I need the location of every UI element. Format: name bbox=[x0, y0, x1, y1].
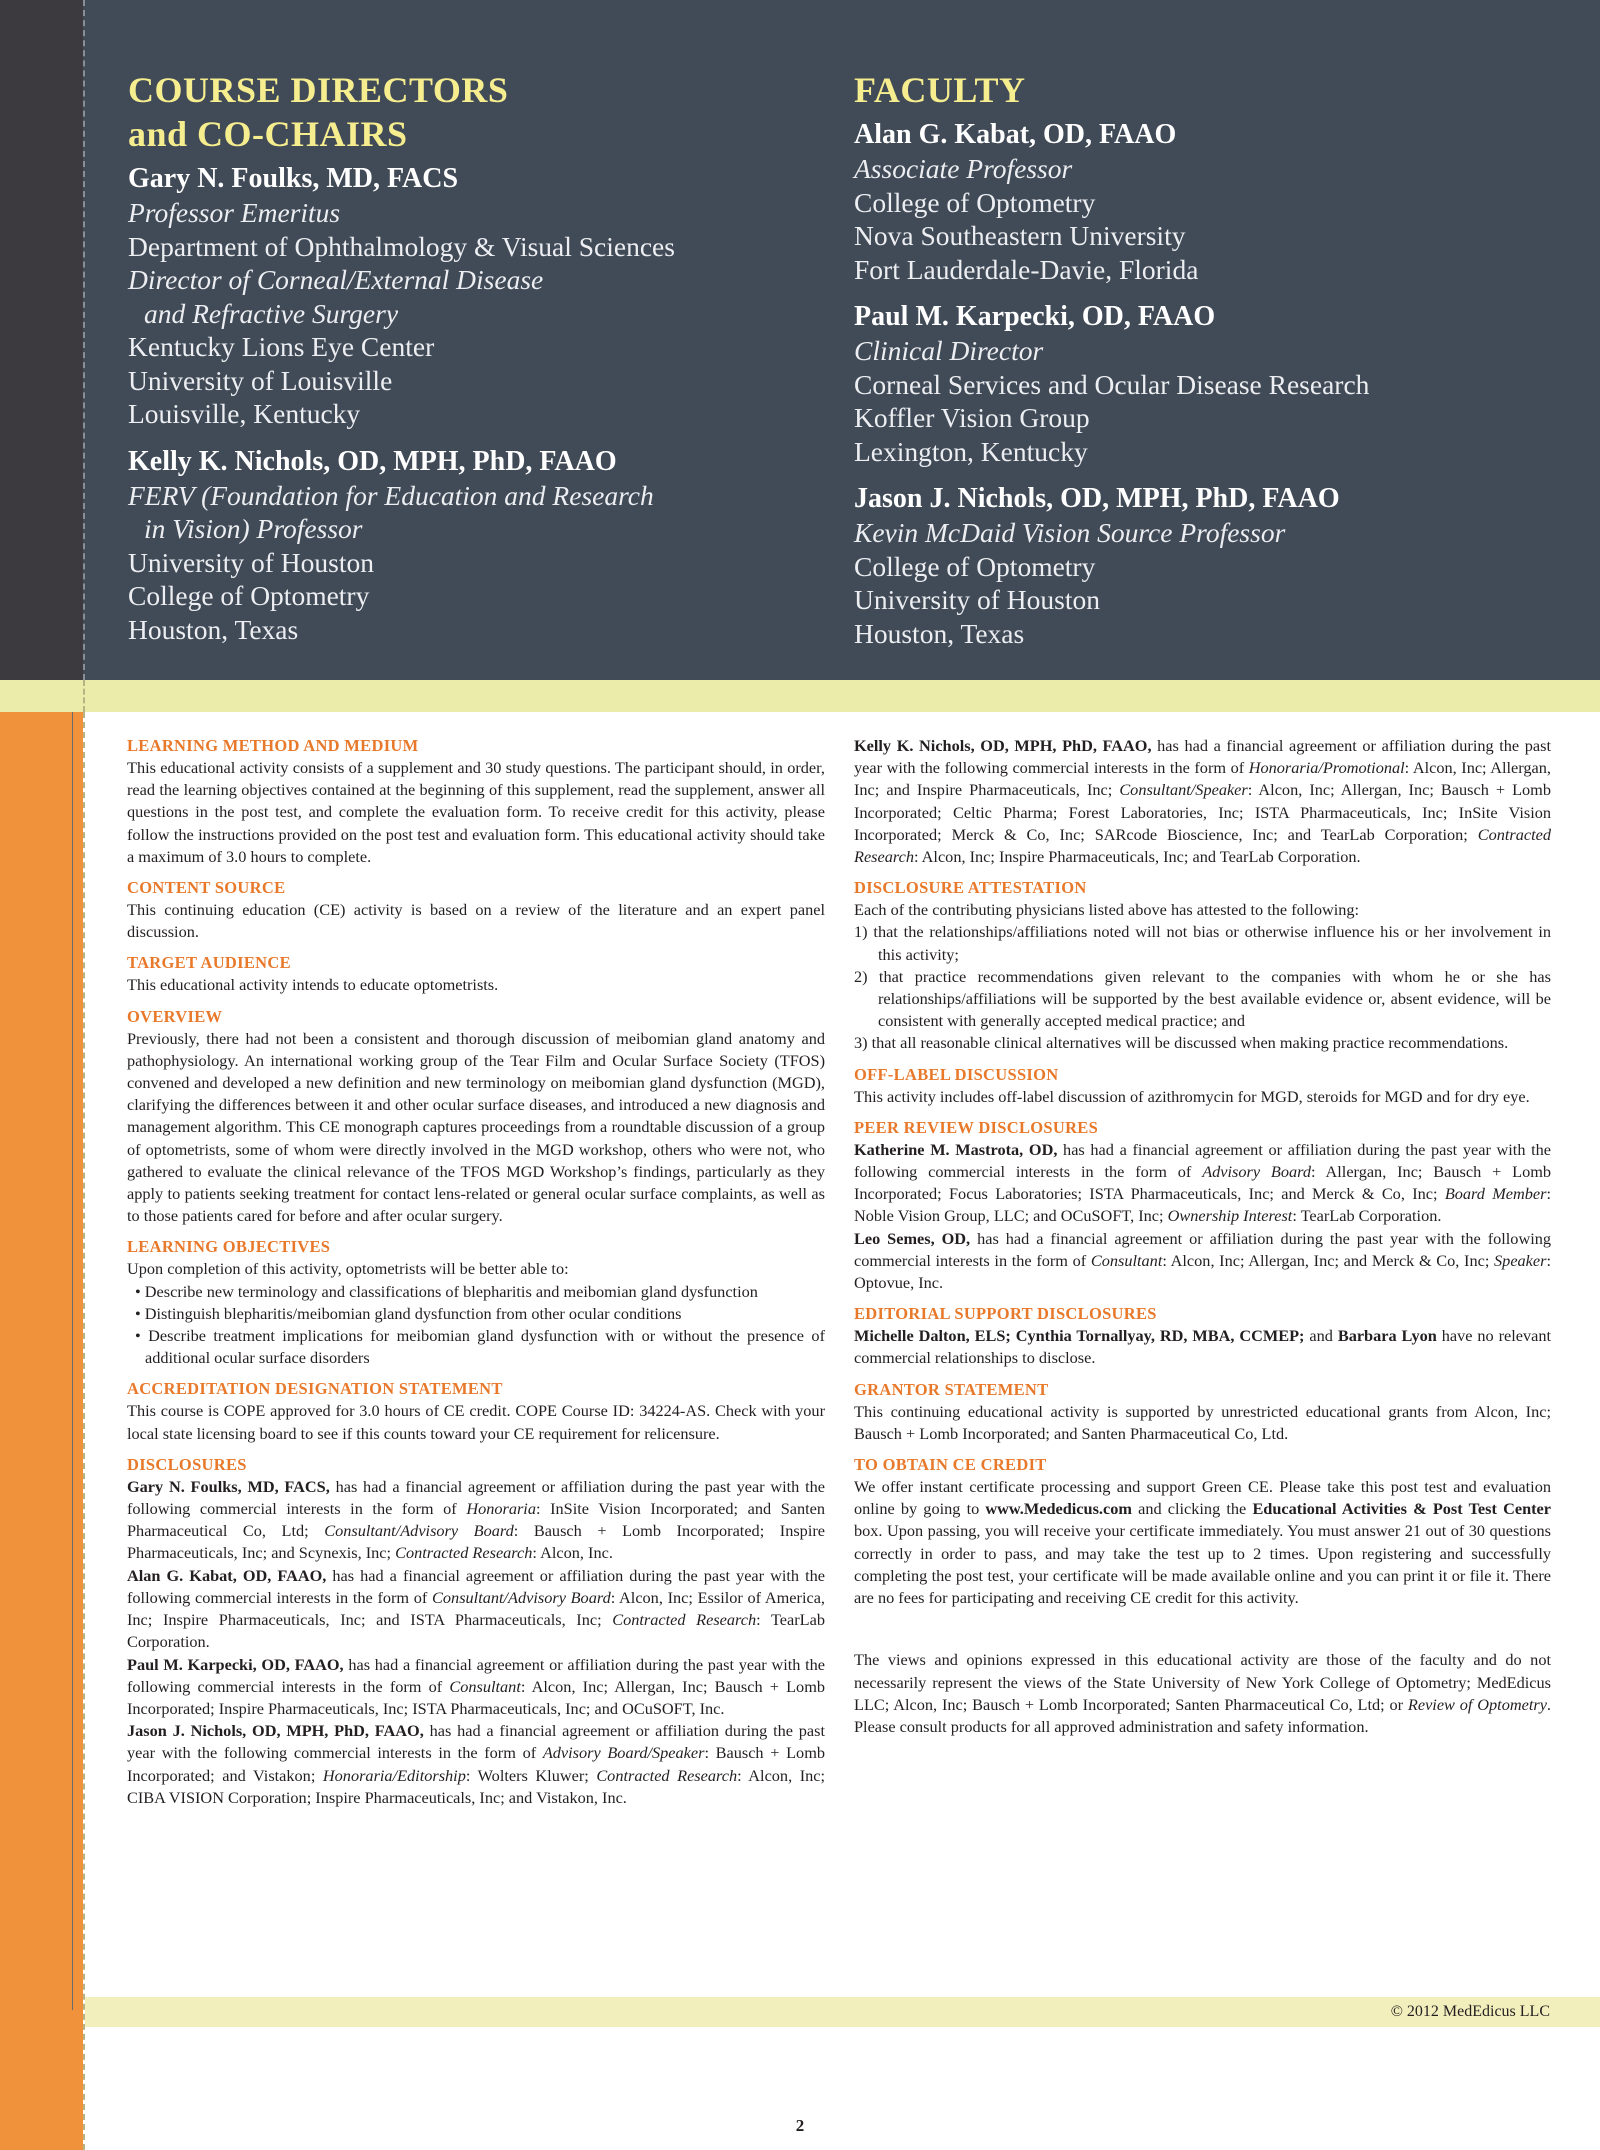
section-heading: LEARNING OBJECTIVES bbox=[127, 1237, 331, 1257]
text-run: has had a financial agreement or affiliation during the past year with the following commercial interests in the form of bbox=[854, 1139, 1551, 1182]
left-vertical-rule bbox=[72, 712, 73, 2010]
faculty-affiliation-line: Kentucky Lions Eye Center bbox=[128, 331, 435, 362]
text-run: have no relevant commercial relationships to disclose. bbox=[854, 1326, 1552, 1368]
faculty-affiliation-line: FERV (Foundation for Education and Research bbox=[128, 479, 654, 511]
faculty-affiliation-line: Associate Professor bbox=[854, 153, 1073, 184]
faculty-affiliation-line: College of Optometry bbox=[854, 550, 1096, 582]
text-section bbox=[854, 1064, 1551, 1108]
faculty-entry bbox=[854, 300, 1554, 468]
text-section bbox=[854, 1303, 1551, 1369]
section-heading: OVERVIEW bbox=[127, 1006, 223, 1026]
faculty-affiliation-line: University of Louisville bbox=[128, 364, 393, 396]
faculty-list bbox=[854, 118, 1554, 650]
bold-text: Educational Activities & Post Test Center bbox=[1252, 1499, 1551, 1519]
section-paragraph bbox=[127, 1258, 825, 1280]
text-run: Previously, there had not been a consistent and thorough discussion of meibomian gland anatomy and pathophysiology. An international working group of the Tear Film and Ocular Surface Society (TFOS) convened and developed a new definition and new terminology on meibomian gland dysfunction (MGD), clarifying the differences between it and other ocular surface diseases, and introduced a new diagnosis and management algorithm. This CE monograph captures proceedings from a roundtable discussion of a group of optometrists, some of whom were directly involved in the MGD workshop, others who were not, who gathered to evaluate the clinical relevance of the TFOS MGD Workshop’s findings, particularly as they apply to patients seeking treatment for contact lens-related or general ocular surface complaints, as well as to those patients cared for before and after ocular surgery. bbox=[127, 1028, 825, 1226]
section-heading: OFF-LABEL DISCUSSION bbox=[854, 1064, 1059, 1084]
text-run: : Alcon, Inc; Allergan, Inc; Bausch + Lomb Incorporated; Celtic Pharma; Forest Laboratories, Inc; ISTA Pharmaceuticals, Inc; InSite Vision Incorporated; Merck & Co, Inc; SARcode Bioscience, Inc; and TearLab Corporation; bbox=[854, 780, 1551, 844]
text-run: This activity includes off-label discussion of azithromycin for MGD, steroids for MGD and for dry eye. bbox=[854, 1086, 1530, 1106]
objective-bullet: • Describe treatment implications for meibomian gland dysfunction with or without the presence of additional ocular surface disorders bbox=[135, 1326, 825, 1368]
text-run: has had a financial agreement or affiliation during the past year with the following commercial interests in the form of bbox=[127, 1565, 825, 1607]
section-heading: TO OBTAIN CE CREDIT bbox=[854, 1455, 1047, 1475]
faculty-affiliation-line: Department of Ophthalmology & Visual Sciences bbox=[128, 230, 675, 262]
text-run: box. Upon passing, you will receive your certificate immediately. You must answer 21 out of 30 questions correctly in order to pass, and may take the test up to 2 times. Upon registering and successfully completing the post test, your certificate will be made available online and you can print it or file it. There are no fees for participating and receiving CE credit for this activity. bbox=[854, 1521, 1551, 1608]
text-run: This educational activity intends to educate optometrists. bbox=[127, 975, 499, 995]
section-paragraph bbox=[854, 1228, 1551, 1295]
section-heading: TARGET AUDIENCE bbox=[127, 953, 291, 973]
text-section bbox=[854, 877, 1551, 1054]
section-heading: GRANTOR STATEMENT bbox=[854, 1379, 1049, 1399]
text-run: : Noble Vision Group, LLC; and OCuSOFT, Inc; bbox=[854, 1184, 1551, 1226]
italic-text: Ownership Interest bbox=[1167, 1206, 1293, 1226]
text-run: has had a financial agreement or affiliation during the past year with the following commercial interests in the form of bbox=[854, 1228, 1552, 1270]
italic-text: Consultant bbox=[1090, 1250, 1163, 1270]
text-run: This continuing education (CE) activity is based on a review of the literature and an expert panel discussion. bbox=[127, 900, 825, 942]
bold-text: www.Mededicus.com bbox=[985, 1499, 1132, 1519]
faculty-affiliation-line: University of Houston bbox=[854, 584, 1100, 615]
section-heading: DISCLOSURE ATTESTATION bbox=[854, 878, 1087, 898]
body-dashed-divider bbox=[83, 712, 85, 2150]
faculty-name: Kelly K. Nichols, OD, MPH, PhD, FAAO bbox=[128, 445, 617, 477]
text-run: This continuing educational activity is supported by unrestricted educational grants from Alcon, Inc; Bausch + Lomb Incorporated; and Santen Pharmaceutical Co, Ltd. bbox=[854, 1401, 1551, 1443]
faculty-affiliation-line: Professor Emeritus bbox=[128, 197, 341, 228]
faculty-affiliation-line: University of Houston bbox=[128, 546, 374, 578]
right-text-column bbox=[854, 735, 1551, 1747]
text-run: : Alcon, Inc; Allergan, Inc; Bausch + Lomb Incorporated; Inspire Pharmaceuticals, Inc; ISTA Pharmaceuticals, Inc; and OCuSOFT, Inc. bbox=[127, 1676, 825, 1718]
text-run: : Alcon, Inc; Allergan, Inc; and Inspire Pharmaceuticals, Inc; bbox=[854, 758, 1551, 800]
attestation-item: 2) that practice recommendations given relevant to the companies with whom he or she has relationships/affiliations will be supported by the best available evidence or, absent evidence, will be consistent with generally accepted medical practice; and bbox=[854, 966, 1551, 1031]
objective-bullet: • Distinguish blepharitis/meibomian gland dysfunction from other ocular conditions bbox=[135, 1303, 682, 1323]
bold-text: Katherine M. Mastrota, OD, bbox=[854, 1139, 1058, 1159]
section-paragraph bbox=[127, 1028, 825, 1228]
text-run: This educational activity consists of a supplement and 30 study questions. The participant should, in order, read the learning objectives contained at the beginning of this supplement, read the supplement, answer all questions in the post test, and complete the evaluation form. To receive credit for this activity, please follow the instructions provided on the post test and evaluation form. This educational activity should take a maximum of 3.0 hours to complete. bbox=[127, 758, 825, 866]
text-run: : TearLab Corporation. bbox=[1292, 1206, 1442, 1226]
text-run: and clicking the bbox=[1131, 1499, 1253, 1519]
italic-text: Board Member bbox=[1444, 1184, 1547, 1204]
faculty-name: Gary N. Foulks, MD, FACS bbox=[128, 163, 459, 194]
text-run: has had a financial agreement or affiliation during the past year with the following commercial interests in the form of bbox=[854, 736, 1551, 778]
co-chairs-heading: and CO-CHAIRS bbox=[128, 114, 408, 154]
italic-text: Advisory Board bbox=[1202, 1162, 1312, 1182]
text-section bbox=[127, 1006, 825, 1228]
text-section bbox=[127, 877, 825, 943]
text-run: : Allergan, Inc; Bausch + Lomb Incorporated; Focus Laboratories; ISTA Pharmaceuticals, Inc; and Merck & Co, Inc; bbox=[854, 1162, 1552, 1204]
orange-side-strip bbox=[0, 712, 83, 2150]
faculty-affiliation-line: College of Optometry bbox=[854, 186, 1096, 218]
faculty-affiliation-line: College of Optometry bbox=[128, 580, 370, 611]
italic-text: Honoraria/Editorship bbox=[322, 1765, 466, 1785]
section-paragraph bbox=[127, 757, 825, 868]
italic-text: Contracted Research bbox=[596, 1765, 738, 1785]
text-section bbox=[854, 1454, 1551, 1609]
text-section bbox=[854, 735, 1551, 868]
section-heading: DISCLOSURES bbox=[127, 1454, 247, 1474]
section-paragraph bbox=[127, 1720, 825, 1809]
faculty-affiliation-line: Nova Southeastern University bbox=[854, 220, 1186, 251]
text-run: has had a financial agreement or affiliation during the past year with the following commercial interests in the form of bbox=[127, 1721, 825, 1763]
section-paragraph bbox=[127, 1565, 825, 1654]
header-left-strip bbox=[0, 0, 83, 680]
italic-text: Consultant/Advisory Board bbox=[432, 1587, 611, 1607]
faculty-name: Paul M. Karpecki, OD, FAAO bbox=[854, 301, 1216, 332]
text-run: and bbox=[1304, 1326, 1338, 1346]
section-paragraph bbox=[854, 1325, 1551, 1369]
objective-bullet: • Describe new terminology and classifications of blepharitis and meibomian gland dysfunction bbox=[135, 1281, 758, 1301]
faculty-affiliation-line: Houston, Texas bbox=[128, 613, 299, 645]
section-paragraph bbox=[854, 899, 1551, 921]
text-section bbox=[127, 735, 825, 868]
italic-text: Contracted Research bbox=[854, 824, 1551, 867]
text-run: The views and opinions expressed in this educational activity are those of the faculty and do not necessarily represent the views of the State University of New York College of Optometry; MedEdicus LLC; Alcon, Inc; Bausch + Lomb Incorporated; Santen Pharmaceutical Co, Ltd; or bbox=[854, 1650, 1551, 1714]
text-run: : Alcon, Inc; CIBA VISION Corporation; Inspire Pharmaceuticals, Inc; and Vistakon, Inc. bbox=[127, 1765, 826, 1807]
italic-text: Advisory Board/Speaker bbox=[542, 1743, 705, 1763]
text-run: We offer instant certificate processing and support Green CE. Please take this post test and evaluation online by going to bbox=[854, 1477, 1551, 1519]
text-run: : Bausch + Lomb Incorporated; Inspire Pharmaceuticals, Inc; and Scynexis, Inc; bbox=[127, 1521, 825, 1563]
text-run: : InSite Vision Incorporated; and Santen Pharmaceutical Co, Ltd; bbox=[127, 1499, 826, 1541]
faculty-entry bbox=[854, 482, 1554, 650]
section-paragraph bbox=[854, 735, 1551, 868]
italic-text: Speaker bbox=[1494, 1250, 1547, 1270]
faculty-affiliation-line: in Vision) Professor bbox=[144, 513, 363, 544]
italic-text: Contracted Research bbox=[612, 1610, 757, 1630]
text-section bbox=[854, 1379, 1551, 1445]
faculty-affiliation-line: Clinical Director bbox=[854, 335, 1044, 366]
faculty-affiliation-line: Louisville, Kentucky bbox=[128, 398, 361, 429]
text-run: : Optovue, Inc. bbox=[854, 1250, 1551, 1293]
section-paragraph bbox=[854, 1401, 1551, 1445]
header-dashed-divider bbox=[83, 0, 85, 680]
text-run: Upon completion of this activity, optometrists will be better able to: bbox=[127, 1259, 569, 1279]
bold-text: Gary N. Foulks, MD, FACS, bbox=[127, 1476, 330, 1496]
section-paragraph bbox=[127, 1400, 825, 1444]
text-run: This course is COPE approved for 3.0 hours of CE credit. COPE Course ID: 34224-AS. Check with your local state licensing board to see if this counts toward your CE requirement for relicensure. bbox=[127, 1401, 825, 1443]
left-text-column bbox=[127, 735, 825, 1818]
section-heading: LEARNING METHOD AND MEDIUM bbox=[127, 736, 419, 755]
faculty-entry bbox=[128, 162, 748, 431]
text-run: Each of the contributing physicians listed above has attested to the following: bbox=[854, 900, 1360, 920]
italic-text: Review of Optometry bbox=[1407, 1694, 1547, 1714]
course-directors-list bbox=[128, 162, 748, 646]
faculty-affiliation-line: Koffler Vision Group bbox=[854, 402, 1090, 433]
text-run: : Alcon, Inc. bbox=[532, 1543, 613, 1563]
copyright-notice: © 2012 MedEdicus LLC bbox=[1390, 2003, 1550, 2020]
section-heading: PEER REVIEW DISCLOSURES bbox=[854, 1117, 1099, 1137]
faculty-name: Alan G. Kabat, OD, FAAO bbox=[854, 119, 1177, 150]
faculty-column bbox=[854, 68, 1554, 664]
faculty-affiliation-line: Fort Lauderdale-Davie, Florida bbox=[854, 253, 1199, 285]
italic-text: Honoraria/Promotional bbox=[1248, 758, 1405, 778]
attestation-item: 3) that all reasonable clinical alternatives will be discussed when making practice recommendations. bbox=[854, 1033, 1509, 1053]
faculty-affiliation-line: Houston, Texas bbox=[854, 617, 1025, 649]
course-directors-column bbox=[128, 68, 748, 660]
text-section bbox=[854, 1117, 1551, 1294]
text-run: : TearLab Corporation. bbox=[127, 1610, 825, 1652]
italic-text: Consultant/Advisory Board bbox=[324, 1521, 514, 1541]
text-run: has had a financial agreement or affiliation during the past year with the following commercial interests in the form of bbox=[127, 1654, 825, 1696]
bold-text: Barbara Lyon bbox=[1337, 1326, 1437, 1346]
bold-text: Paul M. Karpecki, OD, FAAO, bbox=[127, 1654, 344, 1674]
text-run: : Bausch + Lomb Incorporated; and Vistakon; bbox=[127, 1743, 825, 1785]
section-heading: CONTENT SOURCE bbox=[127, 878, 286, 898]
footer-band bbox=[85, 1997, 1600, 2027]
faculty-affiliation-line: Director of Corneal/External Disease bbox=[128, 264, 544, 295]
italic-text: Consultant bbox=[449, 1676, 521, 1696]
section-paragraph bbox=[854, 1086, 1551, 1108]
section-paragraph bbox=[127, 1476, 825, 1565]
band-dashed-divider bbox=[83, 680, 85, 712]
italic-text: Contracted Research bbox=[395, 1543, 533, 1563]
attestation-item: 1) that the relationships/affiliations noted will not bias or otherwise influence his or her involvement in this activity; bbox=[854, 922, 1551, 964]
yellow-divider-band bbox=[0, 680, 1600, 712]
faculty-entry bbox=[854, 118, 1554, 286]
bold-text: Leo Semes, OD, bbox=[854, 1228, 971, 1248]
page-number: 2 bbox=[795, 2116, 805, 2135]
text-run: . Please consult products for all approved administration and safety information. bbox=[854, 1694, 1551, 1736]
text-run: : Alcon, Inc; Inspire Pharmaceuticals, Inc; and TearLab Corporation. bbox=[913, 847, 1361, 867]
faculty-affiliation-line: Kevin McDaid Vision Source Professor bbox=[854, 517, 1286, 548]
section-heading: EDITORIAL SUPPORT DISCLOSURES bbox=[854, 1304, 1157, 1324]
text-section bbox=[127, 1454, 825, 1809]
text-section bbox=[127, 1236, 825, 1369]
faculty-affiliation-line: and Refractive Surgery bbox=[144, 297, 399, 329]
section-paragraph bbox=[854, 1649, 1551, 1738]
section-heading: ACCREDITATION DESIGNATION STATEMENT bbox=[127, 1379, 503, 1399]
text-run: : Alcon, Inc; Allergan, Inc; and Merck & Co, Inc; bbox=[1162, 1250, 1495, 1270]
section-paragraph bbox=[127, 974, 825, 996]
bold-text: Kelly K. Nichols, OD, MPH, PhD, FAAO, bbox=[854, 736, 1152, 755]
faculty-name: Jason J. Nichols, OD, MPH, PhD, FAAO bbox=[854, 483, 1340, 514]
text-run: has had a financial agreement or affiliation during the past year with the following commercial interests in the form of bbox=[127, 1476, 825, 1519]
course-directors-heading: COURSE DIRECTORS bbox=[128, 70, 509, 110]
bold-text: Alan G. Kabat, OD, FAAO, bbox=[127, 1565, 327, 1585]
faculty-affiliation-line: Corneal Services and Ocular Disease Research bbox=[854, 368, 1370, 400]
section-paragraph bbox=[127, 899, 825, 943]
section-paragraph bbox=[854, 1476, 1551, 1609]
section-paragraph bbox=[854, 1139, 1551, 1228]
section-paragraph bbox=[127, 1654, 825, 1721]
text-section bbox=[127, 1378, 825, 1444]
faculty-affiliation-line: Lexington, Kentucky bbox=[854, 435, 1088, 467]
text-run: : Wolters Kluwer; bbox=[465, 1765, 597, 1785]
text-section bbox=[854, 1649, 1551, 1738]
text-section bbox=[127, 952, 825, 996]
text-run: : Alcon, Inc; Essilor of America, Inc; Inspire Pharmaceuticals, Inc; and ISTA Pharmaceuticals, Inc; bbox=[127, 1587, 825, 1630]
bold-text: Jason J. Nichols, OD, MPH, PhD, FAAO, bbox=[127, 1721, 424, 1741]
faculty-heading: FACULTY bbox=[854, 70, 1026, 110]
italic-text: Consultant/Speaker bbox=[1119, 780, 1248, 800]
faculty-entry bbox=[128, 445, 748, 647]
bold-text: Michelle Dalton, ELS; Cynthia Tornallyay, RD, MBA, CCMEP; bbox=[854, 1326, 1305, 1346]
italic-text: Honoraria bbox=[466, 1499, 536, 1519]
